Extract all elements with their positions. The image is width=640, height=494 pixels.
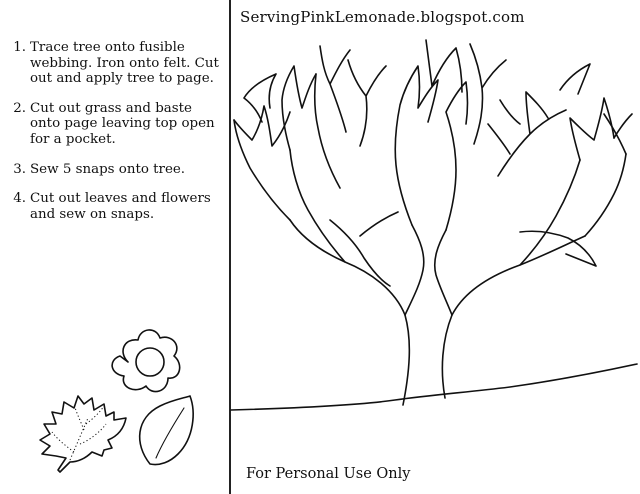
ground-line-icon — [231, 364, 637, 410]
step-text: Cut out grass and baste onto page leaving top open for a pocket. — [30, 100, 215, 147]
step-number: 2. — [13, 100, 26, 116]
step-number: 4. — [13, 191, 26, 207]
tree-outline-icon — [234, 40, 632, 405]
step-text: Cut out leaves and flowers and sew on snaps. — [30, 191, 211, 222]
maple-leaf-outline-icon — [40, 396, 126, 472]
site-url: ServingPinkLemonade.blogspot.com — [240, 8, 525, 26]
step-number: 3. — [13, 161, 26, 177]
step-number: 1. — [13, 40, 26, 55]
flower-outline-icon — [112, 330, 180, 392]
step-text: Sew 5 snaps onto tree. — [30, 161, 186, 177]
step-text: Trace tree onto fusible webbing. Iron onto felt. Cut out and apply tree to page. — [30, 40, 219, 87]
personal-use-note: For Personal Use Only — [246, 466, 411, 482]
oval-leaf-outline-icon — [140, 396, 193, 465]
